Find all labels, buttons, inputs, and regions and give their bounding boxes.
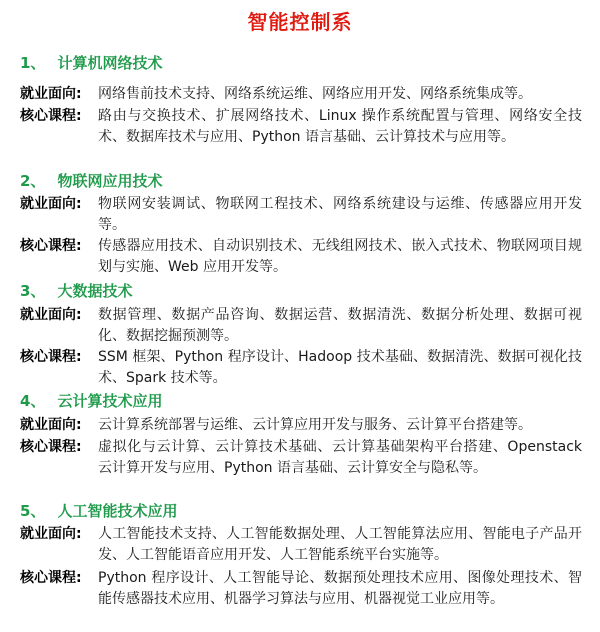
section-heading: 计算机网络技术	[57, 54, 163, 72]
courses-text: SSM 框架、Python 程序设计、Hadoop 技术基础、数据清洗、数据可视化技术、Spark 技术等。	[98, 349, 582, 386]
section-heading: 云计算技术应用	[57, 392, 163, 410]
employment-entry-3	[20, 305, 582, 347]
employment-entry-4	[20, 415, 582, 436]
section-title-4	[20, 390, 162, 412]
courses-label: 核心课程:	[20, 570, 82, 586]
courses-label: 核心课程:	[20, 349, 82, 365]
courses-entry-2	[20, 236, 582, 278]
courses-label: 核心课程:	[20, 238, 82, 254]
section-title-3	[20, 280, 132, 302]
employment-entry-1	[20, 84, 582, 105]
courses-entry-1	[20, 106, 582, 148]
courses-text: Python 程序设计、人工智能导论、数据预处理技术应用、图像处理技术、智能传感器技术应用、机器学习算法与应用、机器视觉工业应用等。	[98, 570, 582, 607]
page-title: 智能控制系	[247, 10, 353, 34]
section-heading: 人工智能技术应用	[57, 502, 178, 520]
employment-label: 就业面向:	[20, 526, 82, 542]
employment-label: 就业面向:	[20, 196, 82, 212]
employment-label: 就业面向:	[20, 307, 82, 323]
section-heading: 物联网应用技术	[57, 172, 163, 190]
section-heading: 大数据技术	[57, 282, 133, 300]
section-title-2	[20, 170, 162, 192]
employment-text: 人工智能技术支持、人工智能数据处理、人工智能算法应用、智能电子产品开发、人工智能语音应用开发、人工智能系统平台实施等。	[98, 526, 582, 563]
employment-entry-5	[20, 524, 582, 566]
employment-label: 就业面向:	[20, 417, 82, 433]
employment-label: 就业面向:	[20, 86, 82, 102]
courses-entry-4	[20, 437, 582, 479]
employment-text: 网络售前技术支持、网络系统运维、网络应用开发、网络系统集成等。	[98, 86, 532, 102]
employment-entry-2	[20, 194, 582, 236]
section-number: 3、	[20, 282, 46, 300]
section-title-1	[20, 52, 162, 74]
section-number: 2、	[20, 172, 46, 190]
section-number: 1、	[20, 54, 46, 72]
courses-text: 路由与交换技术、扩展网络技术、Linux 操作系统配置与管理、网络安全技术、数据库技术与应用、Python 语言基础、云计算技术与应用等。	[98, 108, 582, 145]
courses-entry-5	[20, 568, 582, 610]
section-number: 5、	[20, 502, 46, 520]
employment-text: 物联网安装调试、物联网工程技术、网络系统建设与运维、传感器应用开发等。	[98, 196, 582, 233]
section-number: 4、	[20, 392, 46, 410]
courses-label: 核心课程:	[20, 108, 82, 124]
courses-text: 虚拟化与云计算、云计算技术基础、云计算基础架构平台搭建、Openstack 云计算开发与应用、Python 语言基础、云计算安全与隐私等。	[98, 439, 582, 476]
section-title-5	[20, 500, 177, 522]
employment-text: 云计算系统部署与运维、云计算应用开发与服务、云计算平台搭建等。	[98, 417, 532, 433]
courses-label: 核心课程:	[20, 439, 82, 455]
employment-text: 数据管理、数据产品咨询、数据运营、数据清洗、数据分析处理、数据可视化、数据挖掘预测等。	[98, 307, 582, 344]
courses-entry-3	[20, 347, 582, 389]
courses-text: 传感器应用技术、自动识别技术、无线组网技术、嵌入式技术、物联网项目规划与实施、Web 应用开发等。	[98, 238, 582, 275]
